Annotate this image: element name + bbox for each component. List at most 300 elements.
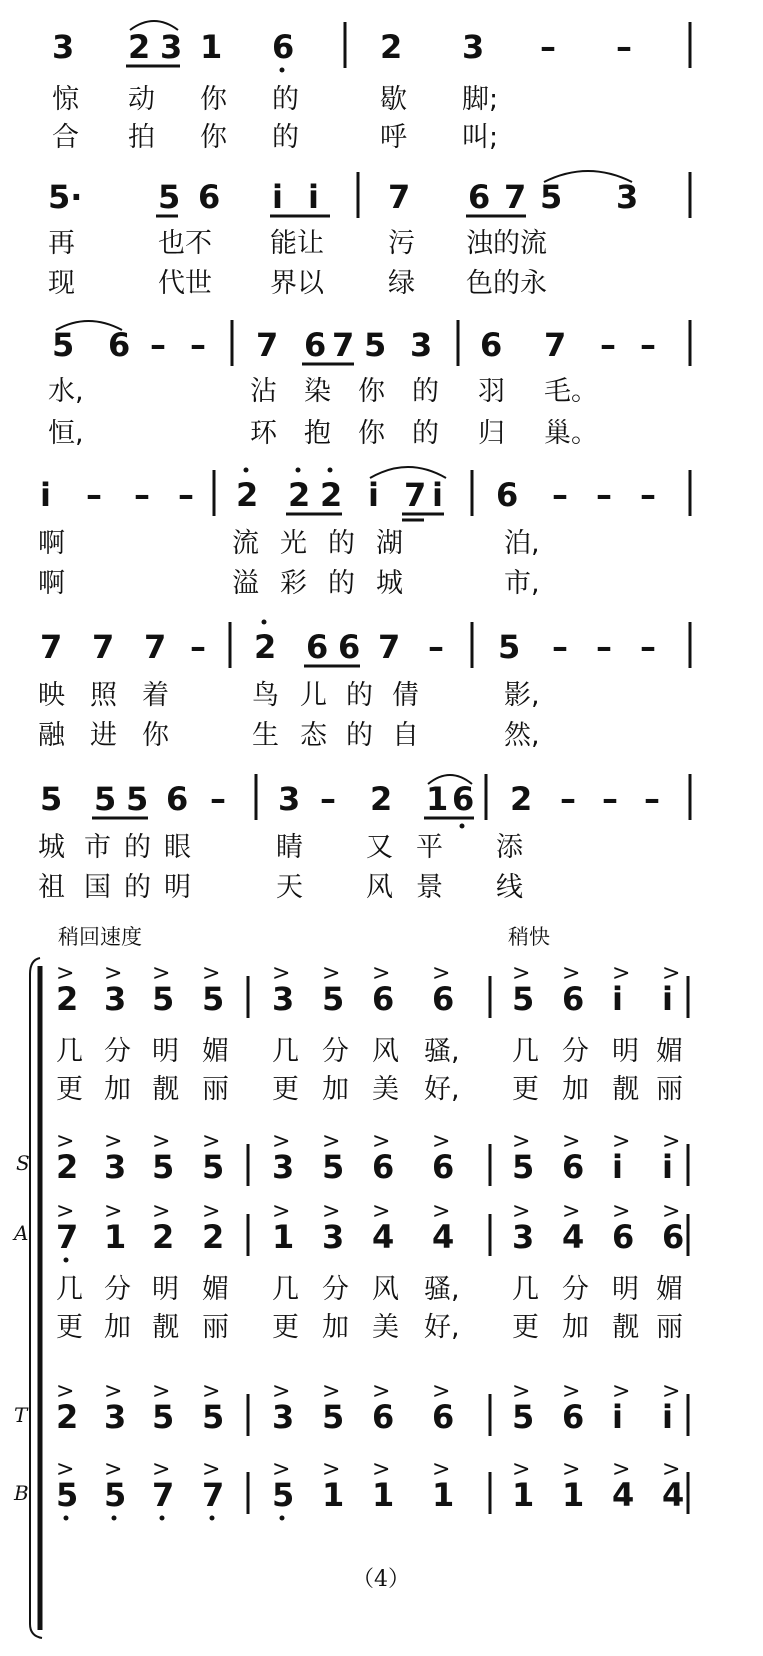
note: 6 xyxy=(562,1398,585,1436)
note: 2 xyxy=(128,28,151,66)
note: 7 xyxy=(332,326,355,364)
lyric: 更 xyxy=(272,1074,299,1105)
lyric: 照 xyxy=(90,680,117,711)
lyric: 倩 xyxy=(392,680,419,711)
accent-mark: > xyxy=(152,1379,171,1404)
note: 2 xyxy=(56,1148,79,1186)
dash: – xyxy=(596,628,612,666)
lyric: 靓 xyxy=(612,1074,639,1105)
note: i xyxy=(272,178,283,216)
lyric: 靓 xyxy=(152,1312,179,1343)
note: 4 xyxy=(372,1218,395,1256)
lyric: 你 xyxy=(358,376,385,407)
note: 5 xyxy=(94,780,117,818)
note: i xyxy=(612,1148,623,1186)
choir-row-tenor xyxy=(56,1379,688,1436)
lyric: 溢 xyxy=(232,568,259,599)
lyric: 环 xyxy=(250,418,277,449)
lyric: 你 xyxy=(358,418,385,449)
lyric: 流 xyxy=(232,528,259,559)
note: 7 xyxy=(256,326,279,364)
note: 2 xyxy=(254,628,277,666)
accent-mark: > xyxy=(432,961,451,986)
system-1 xyxy=(52,21,690,153)
lyric: 靓 xyxy=(152,1074,179,1105)
lyric: 光 xyxy=(280,528,307,559)
dash: – xyxy=(640,476,656,514)
lyric: 几 xyxy=(272,1274,299,1305)
note: 4 xyxy=(612,1476,635,1514)
note: 2 xyxy=(288,476,311,514)
note: i xyxy=(40,476,51,514)
lyric: 鸟 xyxy=(252,680,279,711)
lyric: 更 xyxy=(512,1312,539,1343)
note: 3 xyxy=(104,1398,127,1436)
dash: – xyxy=(552,476,568,514)
accent-mark: > xyxy=(322,1129,341,1154)
choir-row-bass xyxy=(56,1457,688,1521)
note: 3 xyxy=(512,1218,535,1256)
lyric: 骚, xyxy=(424,1036,460,1067)
note: 1 xyxy=(104,1218,127,1256)
lyric: 丽 xyxy=(656,1074,683,1105)
lyric: 色的永 xyxy=(466,268,547,299)
note: 5· xyxy=(48,178,83,216)
note: 6 xyxy=(452,780,475,818)
accent-mark: > xyxy=(56,1457,75,1482)
accent-mark: > xyxy=(662,1379,681,1404)
lyric: 啊 xyxy=(38,528,65,559)
lyric: 呼 xyxy=(380,122,407,153)
lyric: 影, xyxy=(504,680,540,711)
lyric: 分 xyxy=(322,1274,349,1305)
voice-label-alto: A xyxy=(14,1221,29,1245)
accent-mark: > xyxy=(152,1457,171,1482)
note: 2 xyxy=(202,1218,225,1256)
accent-mark: > xyxy=(372,1129,391,1154)
lyric: 分 xyxy=(104,1036,131,1067)
lyric: 的 xyxy=(412,376,439,407)
lyric: 着 xyxy=(142,680,169,711)
accent-mark: > xyxy=(104,961,123,986)
lyric: 天 xyxy=(276,872,303,903)
octave-dot xyxy=(262,620,267,625)
lyric: 分 xyxy=(104,1274,131,1305)
note: 6 xyxy=(562,1148,585,1186)
lyric: 恒, xyxy=(48,418,84,449)
lyric: 沾 xyxy=(250,376,277,407)
note: 5 xyxy=(512,1398,535,1436)
lyric: 抱 xyxy=(304,418,331,449)
octave-dot xyxy=(280,68,285,73)
note: 5 xyxy=(52,326,75,364)
note: 5 xyxy=(322,1398,345,1436)
lyric: 泊, xyxy=(504,528,540,559)
lyric: 的 xyxy=(272,122,299,153)
dash: – xyxy=(640,628,656,666)
system-5 xyxy=(38,620,690,752)
tempo-mark: 稍快 xyxy=(508,925,550,949)
lyric: 代世 xyxy=(158,268,212,299)
note: 7 xyxy=(92,628,115,666)
lyric: 媚 xyxy=(656,1036,683,1067)
lyric: 好, xyxy=(424,1074,460,1105)
lyric: 骚, xyxy=(424,1274,460,1305)
note: 6 xyxy=(562,980,585,1018)
lyric: 彩 xyxy=(280,568,307,599)
lyric: 加 xyxy=(322,1074,349,1105)
octave-dot xyxy=(460,824,465,829)
lyric: 你 xyxy=(142,720,169,751)
lyric: 分 xyxy=(322,1036,349,1067)
note: 3 xyxy=(322,1218,345,1256)
lyric: 进 xyxy=(90,720,117,751)
octave-dot xyxy=(244,468,249,473)
choir-row-1 xyxy=(56,961,688,1018)
accent-mark: > xyxy=(272,1199,291,1224)
lyric: 儿 xyxy=(300,680,327,711)
lyric: 平 xyxy=(416,832,443,863)
lyric: 国 xyxy=(84,872,111,903)
voice-label-soprano: S xyxy=(16,1151,30,1175)
accent-mark: > xyxy=(612,1129,631,1154)
note: 4 xyxy=(432,1218,455,1256)
lyric: 自 xyxy=(392,720,419,751)
lyric: 加 xyxy=(322,1312,349,1343)
lyric: 美 xyxy=(372,1074,399,1105)
dash: – xyxy=(428,628,444,666)
lyric: 城 xyxy=(38,832,65,863)
lyric: 态 xyxy=(300,720,327,751)
accent-mark: > xyxy=(202,961,221,986)
note: i xyxy=(662,1148,673,1186)
note: 7 xyxy=(504,178,527,216)
lyric: 更 xyxy=(272,1312,299,1343)
octave-dot xyxy=(112,1516,117,1521)
note: 5 xyxy=(152,1148,175,1186)
choir-row-soprano xyxy=(56,1129,688,1186)
lyric: 添 xyxy=(496,832,523,863)
accent-mark: > xyxy=(272,1129,291,1154)
accent-mark: > xyxy=(152,1199,171,1224)
lyric: 的 xyxy=(272,84,299,115)
accent-mark: > xyxy=(322,1379,341,1404)
note: 2 xyxy=(510,780,533,818)
accent-mark: > xyxy=(56,1129,75,1154)
octave-dot xyxy=(160,1516,165,1521)
lyric: 市, xyxy=(504,568,540,599)
note: 2 xyxy=(56,980,79,1018)
accent-mark: > xyxy=(322,1457,341,1482)
note: 3 xyxy=(104,1148,127,1186)
accent-mark: > xyxy=(56,1379,75,1404)
system-2 xyxy=(48,171,690,299)
note: 6 xyxy=(338,628,361,666)
lyric: 现 xyxy=(48,268,75,299)
lyric: 生 xyxy=(252,720,279,751)
accent-mark: > xyxy=(562,1129,581,1154)
note: 5 xyxy=(272,1476,295,1514)
accent-mark: > xyxy=(202,1129,221,1154)
lyric: 祖 xyxy=(38,872,65,903)
accent-mark: > xyxy=(432,1457,451,1482)
lyric: 污 xyxy=(388,228,415,259)
note: 6 xyxy=(306,628,329,666)
note: 7 xyxy=(404,476,427,514)
lyric: 几 xyxy=(56,1274,83,1305)
lyric: 风 xyxy=(372,1274,399,1305)
lyric: 城 xyxy=(376,568,403,599)
note: 2 xyxy=(370,780,393,818)
note: 6 xyxy=(480,326,503,364)
note: i xyxy=(612,980,623,1018)
accent-mark: > xyxy=(562,961,581,986)
accent-mark: > xyxy=(272,1379,291,1404)
accent-mark: > xyxy=(372,1199,391,1224)
note: 6 xyxy=(166,780,189,818)
dash: – xyxy=(190,628,206,666)
lyric: 眼 xyxy=(164,832,191,863)
lyric: 巢。 xyxy=(544,418,598,449)
note: 5 xyxy=(104,1476,127,1514)
octave-dot xyxy=(280,1516,285,1521)
lyric: 明 xyxy=(152,1036,179,1067)
note: 2 xyxy=(380,28,403,66)
accent-mark: > xyxy=(432,1379,451,1404)
accent-mark: > xyxy=(432,1199,451,1224)
lyric: 美 xyxy=(372,1312,399,1343)
lyric: 媚 xyxy=(202,1274,229,1305)
note: 2 xyxy=(236,476,259,514)
lyric: 好, xyxy=(424,1312,460,1343)
lyric: 的 xyxy=(124,832,151,863)
note: 5 xyxy=(364,326,387,364)
note: 1 xyxy=(562,1476,585,1514)
note: 3 xyxy=(272,1398,295,1436)
accent-mark: > xyxy=(152,1129,171,1154)
accent-mark: > xyxy=(372,961,391,986)
note: 6 xyxy=(468,178,491,216)
lyric: 染 xyxy=(304,376,331,407)
lyric: 明 xyxy=(152,1274,179,1305)
note: 5 xyxy=(512,980,535,1018)
lyric: 加 xyxy=(562,1074,589,1105)
lyric: 丽 xyxy=(202,1312,229,1343)
note: 3 xyxy=(272,1148,295,1186)
lyric: 明 xyxy=(612,1036,639,1067)
note: 7 xyxy=(152,1476,175,1514)
lyric: 更 xyxy=(56,1074,83,1105)
note: 6 xyxy=(372,1148,395,1186)
lyric: 你 xyxy=(200,84,227,115)
note: 6 xyxy=(198,178,221,216)
accent-mark: > xyxy=(512,1129,531,1154)
dash: – xyxy=(560,780,576,818)
lyric: 丽 xyxy=(202,1074,229,1105)
accent-mark: > xyxy=(202,1199,221,1224)
voice-label-bass: B xyxy=(14,1481,29,1505)
note: 5 xyxy=(158,178,181,216)
accent-mark: > xyxy=(372,1379,391,1404)
note: 7 xyxy=(378,628,401,666)
accent-mark: > xyxy=(662,961,681,986)
octave-dot xyxy=(64,1516,69,1521)
accent-mark: > xyxy=(612,1457,631,1482)
lyric: 线 xyxy=(496,872,523,903)
note: 1 xyxy=(426,780,449,818)
lyric: 羽 xyxy=(478,376,505,407)
note: 6 xyxy=(432,1148,455,1186)
lyric: 市 xyxy=(84,832,111,863)
lyric: 加 xyxy=(104,1312,131,1343)
lyric: 叫; xyxy=(462,122,499,153)
lyric: 歇 xyxy=(380,84,407,115)
lyric: 几 xyxy=(272,1036,299,1067)
lyric: 脚; xyxy=(462,84,499,115)
note: 5 xyxy=(152,980,175,1018)
octave-dot xyxy=(210,1516,215,1521)
accent-mark: > xyxy=(104,1129,123,1154)
system-3 xyxy=(48,320,690,449)
tempo-mark: 稍回速度 xyxy=(58,925,142,949)
note: 7 xyxy=(202,1476,225,1514)
note: 7 xyxy=(544,326,567,364)
lyric: 也不 xyxy=(158,228,212,259)
note: 3 xyxy=(278,780,301,818)
note: 6 xyxy=(662,1218,685,1256)
lyric: 惊 xyxy=(52,84,79,115)
note: 3 xyxy=(462,28,485,66)
accent-mark: > xyxy=(512,1379,531,1404)
dash: – xyxy=(540,28,556,66)
lyric: 拍 xyxy=(128,122,155,153)
note: 7 xyxy=(56,1218,79,1256)
note: i xyxy=(368,476,379,514)
accent-mark: > xyxy=(322,961,341,986)
lyric: 更 xyxy=(512,1074,539,1105)
lyric: 媚 xyxy=(202,1036,229,1067)
accent-mark: > xyxy=(202,1379,221,1404)
lyric: 明 xyxy=(612,1274,639,1305)
note: 2 xyxy=(152,1218,175,1256)
note: 6 xyxy=(304,326,327,364)
dash: – xyxy=(644,780,660,818)
note: 7 xyxy=(144,628,167,666)
note: 5 xyxy=(202,1398,225,1436)
note: 3 xyxy=(104,980,127,1018)
accent-mark: > xyxy=(562,1199,581,1224)
accent-mark: > xyxy=(322,1199,341,1224)
lyric: 的 xyxy=(346,680,373,711)
accent-mark: > xyxy=(104,1457,123,1482)
lyric: 融 xyxy=(38,720,65,751)
dash: – xyxy=(616,28,632,66)
lyric: 归 xyxy=(478,418,505,449)
choir-section xyxy=(12,925,688,1638)
dash: – xyxy=(600,326,616,364)
accent-mark: > xyxy=(56,961,75,986)
note: 3 xyxy=(616,178,639,216)
lyric: 景 xyxy=(416,872,443,903)
lyric: 媚 xyxy=(656,1274,683,1305)
dash: – xyxy=(602,780,618,818)
lyric: 然, xyxy=(504,720,540,751)
accent-mark: > xyxy=(56,1199,75,1224)
accent-mark: > xyxy=(104,1199,123,1224)
note: 5 xyxy=(202,1148,225,1186)
note: 5 xyxy=(152,1398,175,1436)
accent-mark: > xyxy=(562,1379,581,1404)
lyric: 睛 xyxy=(276,832,303,863)
lyric: 合 xyxy=(52,122,79,153)
octave-dot xyxy=(296,468,301,473)
lyric: 啊 xyxy=(38,568,65,599)
accent-mark: > xyxy=(372,1457,391,1482)
note: 3 xyxy=(410,326,433,364)
octave-dot xyxy=(64,1258,69,1263)
lyric: 毛。 xyxy=(544,376,598,407)
lyric: 分 xyxy=(562,1036,589,1067)
dash: – xyxy=(150,326,166,364)
dash: – xyxy=(190,326,206,364)
dash: – xyxy=(210,780,226,818)
accent-mark: > xyxy=(272,961,291,986)
lyric: 的 xyxy=(328,528,355,559)
accent-mark: > xyxy=(612,1199,631,1224)
note: 1 xyxy=(322,1476,345,1514)
accent-mark: > xyxy=(512,1199,531,1224)
note: 6 xyxy=(372,980,395,1018)
note: i xyxy=(662,980,673,1018)
note: i xyxy=(612,1398,623,1436)
choir-row-alto xyxy=(56,1199,688,1263)
note: 6 xyxy=(272,28,295,66)
note: 3 xyxy=(160,28,183,66)
note: 5 xyxy=(540,178,563,216)
note: 1 xyxy=(512,1476,535,1514)
note: 5 xyxy=(126,780,149,818)
system-4 xyxy=(38,467,690,599)
lyric: 再 xyxy=(48,228,75,259)
accent-mark: > xyxy=(512,961,531,986)
lyric: 丽 xyxy=(656,1312,683,1343)
lyric: 几 xyxy=(512,1274,539,1305)
accent-mark: > xyxy=(612,961,631,986)
note: i xyxy=(662,1398,673,1436)
accent-mark: > xyxy=(104,1379,123,1404)
lyric: 动 xyxy=(128,84,155,115)
note: 5 xyxy=(322,980,345,1018)
lyric: 水, xyxy=(48,376,84,407)
note: 1 xyxy=(372,1476,395,1514)
note: 2 xyxy=(56,1398,79,1436)
page-number: （4） xyxy=(352,1567,410,1592)
lyric: 你 xyxy=(200,122,227,153)
lyric: 绿 xyxy=(388,268,415,299)
accent-mark: > xyxy=(152,961,171,986)
lyric: 浊的流 xyxy=(466,228,547,259)
lyric: 几 xyxy=(56,1036,83,1067)
note: 7 xyxy=(40,628,63,666)
note: 3 xyxy=(52,28,75,66)
lyric: 又 xyxy=(366,832,393,863)
dash: – xyxy=(552,628,568,666)
lyric: 的 xyxy=(412,418,439,449)
dash: – xyxy=(134,476,150,514)
lyric: 映 xyxy=(38,680,65,711)
accent-mark: > xyxy=(432,1129,451,1154)
lyric: 加 xyxy=(104,1074,131,1105)
